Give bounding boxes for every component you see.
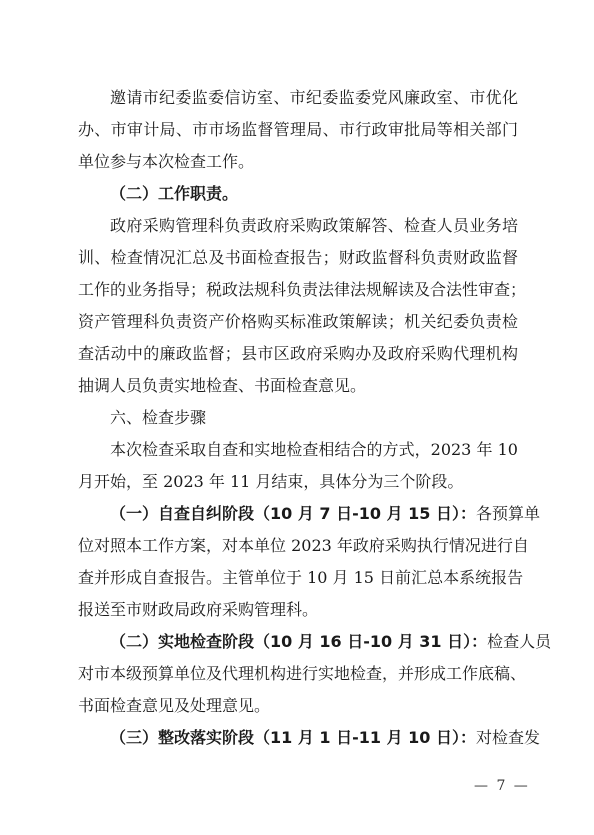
body-line: 单位参与本次检查工作。	[78, 152, 255, 171]
body-line: 训、检查情况汇总及书面检查报告；财政监督科负责财政监督	[78, 248, 518, 267]
section-heading: （二）工作职责。	[110, 184, 239, 203]
stage-line	[110, 504, 541, 524]
body-line: 本次检查采取自查和实地检查相结合的方式，2023 年 10	[110, 440, 518, 459]
body-line: 政府采购管理科负责政府采购政策解答、检查人员业务培	[110, 216, 518, 235]
stage-text: 对检查发	[476, 728, 541, 747]
body-line: 月开始，至 2023 年 11 月结束，具体分为三个阶段。	[78, 472, 464, 491]
stage-text: 各预算单	[476, 504, 541, 523]
body-line: 书面检查意见及处理意见。	[78, 696, 271, 715]
section-heading: 六、检查步骤	[110, 408, 207, 427]
body-line: 位对照本工作方案，对本单位 2023 年政府采购执行情况进行自	[78, 536, 529, 555]
body-line: 办、市审计局、市市场监督管理局、市行政审批局等相关部门	[78, 120, 518, 139]
stage-line	[110, 728, 541, 748]
page-number: — 7 —	[474, 778, 530, 794]
body-line: 对市本级预算单位及代理机构进行实地检查，并形成工作底稿、	[78, 664, 527, 683]
stage-title: （一）自查自纠阶段（10 月 7 日-10 月 15 日）：	[110, 504, 476, 523]
body-line: 邀请市纪委监委信访室、市纪委监委党风廉政室、市优化	[110, 88, 518, 107]
body-line: 资产管理科负责资产价格购买标准政策解读；机关纪委负责检	[78, 312, 518, 331]
body-line: 报送至市财政局政府采购管理科。	[78, 600, 319, 619]
stage-title: （三）整改落实阶段（11 月 1 日-11 月 10 日）：	[110, 728, 476, 747]
stage-title: （二）实地检查阶段（10 月 16 日-10 月 31 日）：	[110, 632, 488, 651]
body-line: 查并形成自查报告。主管单位于 10 月 15 日前汇总本系统报告	[78, 568, 524, 587]
stage-text: 检查人员	[487, 632, 552, 651]
body-line: 抽调人员负责实地检查、书面检查意见。	[78, 376, 367, 395]
stage-line	[110, 632, 552, 652]
body-line: 查活动中的廉政监督；县市区政府采购办及政府采购代理机构	[78, 344, 518, 363]
body-line: 工作的业务指导；税政法规科负责法律法规解读及合法性审查；	[78, 280, 527, 299]
